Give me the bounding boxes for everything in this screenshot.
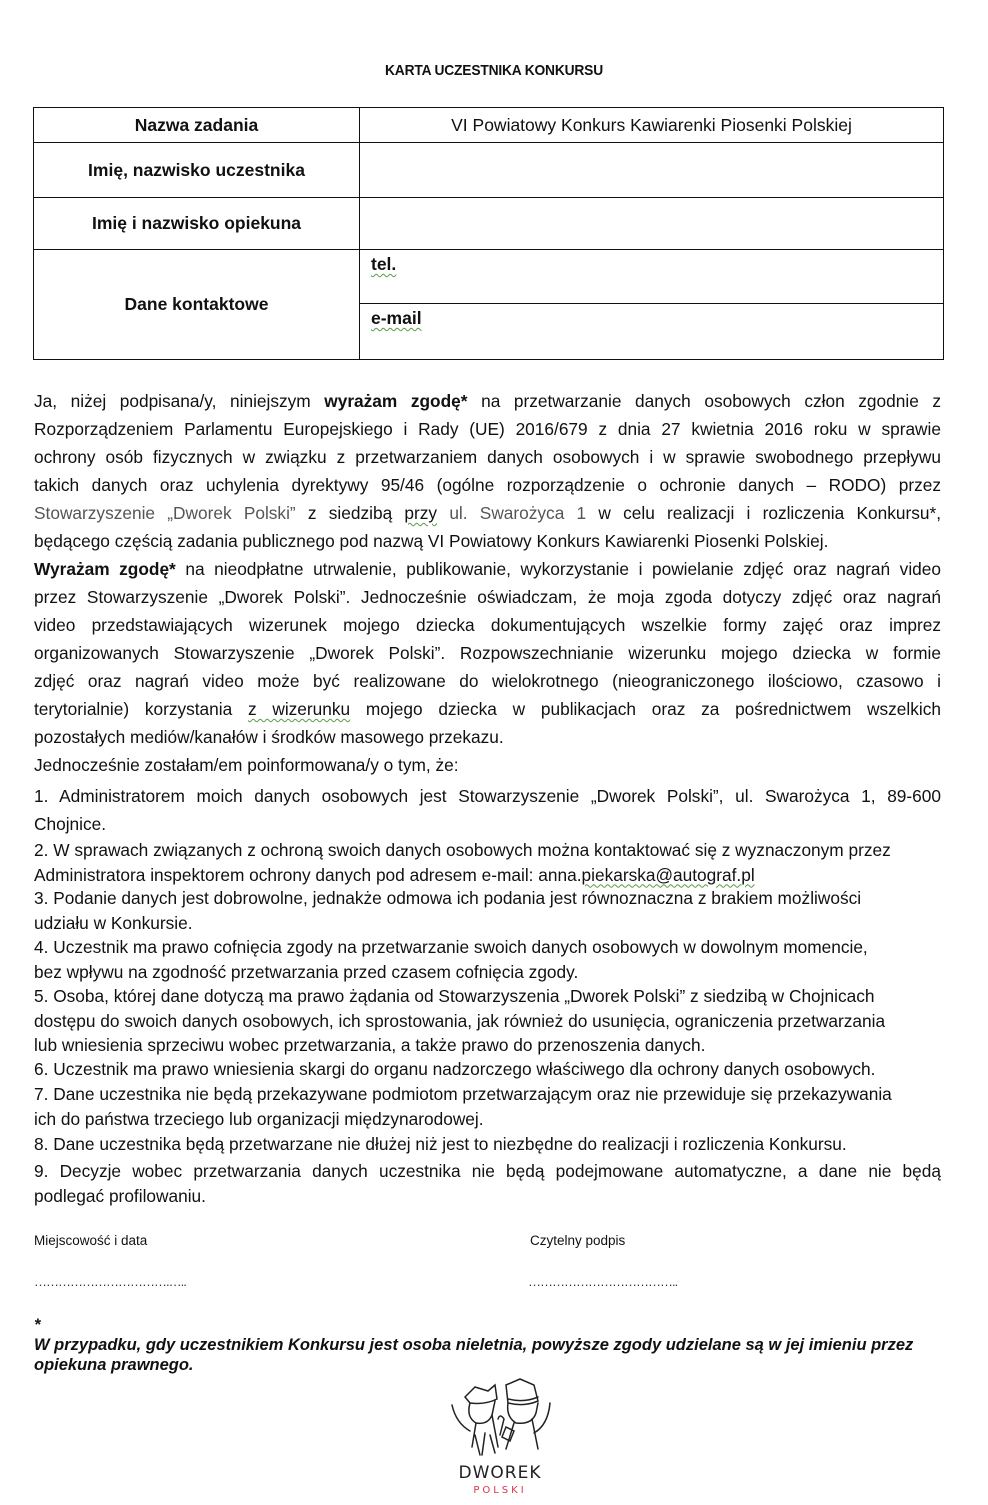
footnote-text: W przypadku, gdy uczestnikiem Konkursu jest osoba nieletnia, powyższe zgody udzielane są w jej imieniu przez opiekuna prawnego. — [34, 1336, 914, 1374]
text-line: Ja, niżej podpisana/y, niniejszym wyrażam zgodę* na przetwarzanie danych osobowych człon zgodnie z — [34, 391, 942, 411]
info-item-5: 5. Osoba, której dane dotyczą ma prawo żądania od Stowarzyszenia „Dworek Polski” z siedzibą w Chojnicach dostępu do swoich danych osobowych, ich sprostowania, jak również do usunięcia, ograniczenia przetwarzania lub wniesienia sprzeciwu wobec przetwarzania, a także prawo do przenoszenia danych. — [34, 986, 886, 1055]
document-title: KARTA UCZESTNIKA KONKURSU — [385, 62, 603, 79]
task-name-value: VI Powiatowy Konkurs Kawiarenki Piosenki Polskiej — [360, 108, 944, 143]
info-item-1: 1. Administratorem moich danych osobowych jest Stowarzyszenie „Dworek Polski”, ul. Swarożyca 1, 89-600 Chojnice. — [34, 786, 941, 834]
signature-label: Czytelny podpis — [530, 1233, 626, 1248]
contact-label: Dane kontaktowe — [34, 250, 360, 360]
info-item-3: 3. Podanie danych jest dobrowolne, jednakże odmowa ich podania jest równoznaczna z brakiem możliwości udziału w Konkursie. — [34, 888, 862, 933]
text-line: Stowarzyszenie „Dworek Polski” z siedzibą przy ul. Swarożyca 1 w celu realizacji i rozliczenia Konkursu*, — [34, 503, 941, 523]
consent-emphasis: wyrażam zgodę* — [324, 391, 468, 411]
text-line: Jednocześnie zostałam/em poinformowana/y o tym, że: — [34, 755, 459, 775]
dancers-icon — [440, 1375, 560, 1500]
email-field[interactable] — [360, 304, 944, 360]
footnote-mark: * — [34, 1316, 41, 1334]
phone-field[interactable] — [360, 250, 944, 304]
info-item-8: 8. Dane uczestnika będą przetwarzane nie dłużej niż jest to niezbędne do realizacji i rozliczenia Konkursu. — [34, 1134, 847, 1154]
text-line: przez Stowarzyszenie „Dworek Polski”. Jednocześnie oświadczam, że moja zgoda dotyczy zdjęć oraz nagrań — [34, 587, 941, 607]
consent-processing-paragraph — [34, 387, 941, 555]
info-item-6: 6. Uczestnik ma prawo wniesienia skargi do organu nadzorczego właściwego dla ochrony danych osobowych. — [34, 1059, 876, 1079]
signature-field[interactable]: ……………………………….. — [528, 1274, 678, 1289]
table-row-contact — [34, 250, 944, 304]
consent-image-paragraph — [34, 555, 941, 779]
place-date-label: Miejscowość i data — [34, 1233, 148, 1248]
text-line: Rozporządzeniem Parlamentu Europejskiego i Rady (UE) 2016/679 z dnia 27 kwietnia 2016 roku w sprawie — [34, 419, 941, 439]
table-row-guardian-name — [34, 198, 944, 250]
phone-label: tel. — [371, 254, 397, 274]
participant-name-field[interactable] — [360, 143, 944, 198]
email-address: piekarska@autograf.pl — [581, 864, 755, 885]
task-name-label: Nazwa zadania — [34, 108, 360, 143]
text-line: Wyrażam zgodę* na nieodpłatne utrwalenie, publikowanie, wykorzystanie i powielanie zdjęć oraz nagrań video — [34, 559, 941, 579]
table-row-task-name — [34, 108, 944, 143]
info-item-7: 7. Dane uczestnika nie będą przekazywane podmiotom przetwarzającym oraz nie przewiduje się przekazywania ich do państwa trzeciego lub organizacji międzynarodowej. — [34, 1084, 892, 1129]
guardian-name-field[interactable] — [360, 198, 944, 250]
dworek-polski-logo — [440, 1375, 560, 1500]
info-item-2: 2. W sprawach związanych z ochroną swoich danych osobowych można kontaktować się z wyznaczonym przez Administratora inspektorem ochrony danych pod adresem e-mail: anna.piekarska@autograf.pl — [34, 840, 891, 885]
logo-wordmark: DWOREK — [458, 1463, 542, 1483]
participant-name-label: Imię, nazwisko uczestnika — [34, 143, 360, 198]
text-line: takich danych oraz uchylenia dyrektywy 95/46 (ogólne rozporządzenie o ochronie danych – RODO) przez — [34, 475, 941, 495]
place-date-field[interactable]: …………………………….….. — [34, 1274, 186, 1289]
info-item-9: 9. Decyzje wobec przetwarzania danych uczestnika nie będą podejmowane automatyczne, a dane nie będą podlegać profilowaniu. — [34, 1161, 941, 1206]
table-row-participant-name — [34, 143, 944, 198]
text-line: ochrony osób fizycznych w związku z przetwarzaniem danych osobowych i w sprawie swobodnego przepływu — [34, 447, 941, 467]
logo-subword: POLSKI — [473, 1485, 527, 1496]
footnote — [34, 1315, 934, 1375]
text-line: zdjęć oraz nagrań video może być realizowane do wielokrotnego (nieograniczonego ilościowo, czasowo i — [34, 671, 941, 691]
text-line: video przedstawiających wizerunek mojego dziecka dokumentujących wszelkie formy zajęć oraz imprez — [34, 615, 941, 635]
participant-table — [33, 107, 944, 360]
info-item-4: 4. Uczestnik ma prawo cofnięcia zgody na przetwarzanie swoich danych osobowych w dowolnym momencie, bez wpływu na zgodność przetwarzania przed czasem cofnięcia zgody. — [34, 937, 868, 982]
text-line: organizowanych Stowarzyszenie „Dworek Polski”. Rozpowszechnianie wizerunku mojego dziecka w formie — [34, 643, 941, 663]
text-line: terytorialnie) korzystania z wizerunku mojego dziecka w publikacjach oraz za pośrednictwem wszelkich — [34, 699, 941, 719]
text-line: pozostałych mediów/kanałów i środków masowego przekazu. — [34, 727, 504, 747]
guardian-name-label: Imię i nazwisko opiekuna — [34, 198, 360, 250]
text-line: będącego częścią zadania publicznego pod nazwą VI Powiatowy Konkurs Kawiarenki Piosenki Polskiej. — [34, 531, 829, 551]
consent-emphasis: Wyrażam zgodę* — [34, 559, 176, 579]
email-label: e-mail — [371, 308, 422, 328]
